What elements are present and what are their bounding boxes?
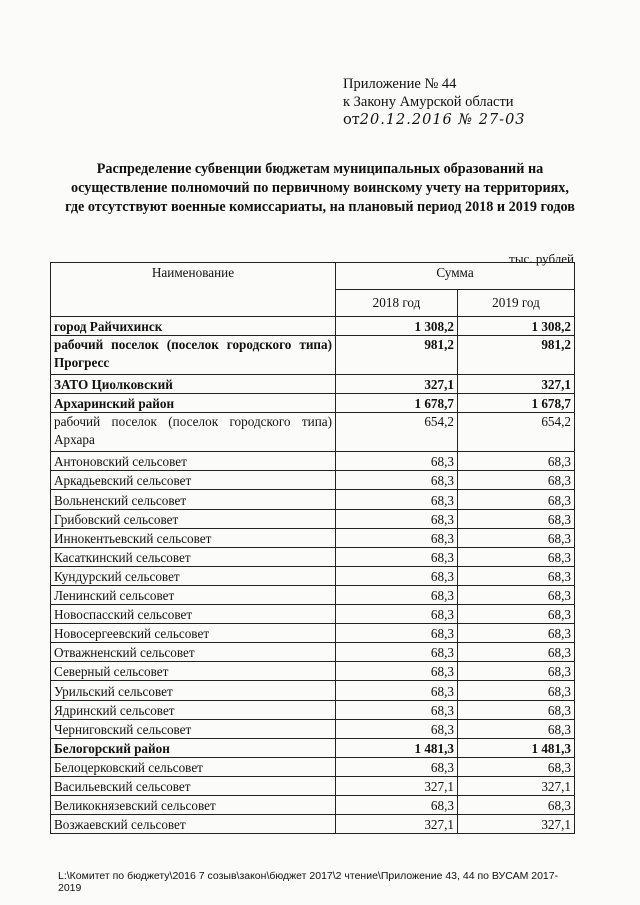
row-value-2018: 68,3 <box>336 662 458 681</box>
table-row <box>51 757 575 776</box>
table-row <box>51 643 575 662</box>
row-value-2018: 1 481,3 <box>336 738 458 757</box>
row-value-2019: 68,3 <box>458 490 575 509</box>
row-value-2019: 68,3 <box>458 547 575 566</box>
row-name: Кундурский сельсовет <box>51 566 336 585</box>
appendix-header <box>343 75 526 129</box>
units-label: тыс. рублей <box>509 251 574 266</box>
header-year-2018: 2018 год <box>336 290 458 317</box>
row-value-2018: 327,1 <box>336 776 458 795</box>
row-value-2018: 981,2 <box>336 336 458 375</box>
row-value-2018: 68,3 <box>336 547 458 566</box>
row-value-2019: 68,3 <box>458 681 575 700</box>
row-name: Ленинский сельсовет <box>51 585 336 604</box>
row-value-2018: 654,2 <box>336 413 458 452</box>
row-value-2019: 1 678,7 <box>458 394 575 413</box>
row-value-2019: 68,3 <box>458 566 575 585</box>
row-name: Черниговский сельсовет <box>51 719 336 738</box>
document-title: Распределение субвенции бюджетам муниципальных образований на осуществление полномочий по первичному воинскому учету на территориях, где отсутствуют военные комиссариаты, на плановый период 2018 и 2019 годов <box>65 161 575 215</box>
row-value-2019: 68,3 <box>458 509 575 528</box>
appendix-date-line <box>343 111 526 129</box>
table-row <box>51 528 575 547</box>
row-value-2019: 68,3 <box>458 700 575 719</box>
row-value-2019: 68,3 <box>458 528 575 547</box>
subvention-table <box>50 262 575 834</box>
table-row <box>51 700 575 719</box>
header-year-2019: 2019 год <box>458 290 575 317</box>
row-value-2019: 68,3 <box>458 662 575 681</box>
handwritten-date-number: 20.12.2016 № 27-03 <box>359 112 526 128</box>
row-name: Антоновский сельсовет <box>51 452 336 471</box>
row-name: Аркадьевский сельсовет <box>51 471 336 490</box>
table-row <box>51 815 575 834</box>
row-value-2019: 68,3 <box>458 719 575 738</box>
row-name: Урильский сельсовет <box>51 681 336 700</box>
row-name: Вольненский сельсовет <box>51 490 336 509</box>
table-row <box>51 336 575 375</box>
row-name: Архаринский район <box>51 394 336 413</box>
row-value-2018: 68,3 <box>336 528 458 547</box>
table-row <box>51 566 575 585</box>
table-row <box>51 509 575 528</box>
file-path-footer: L:\Комитет по бюджету\2016 7 созыв\закон\бюджет 2017\2 чтение\Приложение 43, 44 по ВУСАМ 2017-2019 <box>58 870 559 894</box>
row-name: Ядринский сельсовет <box>51 700 336 719</box>
row-value-2019: 981,2 <box>458 336 575 375</box>
header-name: Наименование <box>51 263 336 317</box>
row-name: Белогорский район <box>51 738 336 757</box>
row-value-2018: 68,3 <box>336 452 458 471</box>
table-row <box>51 738 575 757</box>
row-value-2018: 68,3 <box>336 624 458 643</box>
table-row <box>51 624 575 643</box>
row-value-2018: 68,3 <box>336 757 458 776</box>
table-row <box>51 394 575 413</box>
table-row <box>51 681 575 700</box>
row-value-2018: 327,1 <box>336 815 458 834</box>
row-name: рабочий поселок (поселок городского типа) Архара <box>51 413 336 452</box>
row-value-2018: 68,3 <box>336 490 458 509</box>
row-value-2018: 327,1 <box>336 375 458 394</box>
row-value-2018: 68,3 <box>336 681 458 700</box>
row-name: ЗАТО Циолковский <box>51 375 336 394</box>
row-name: Иннокентьевский сельсовет <box>51 528 336 547</box>
row-value-2018: 1 308,2 <box>336 317 458 336</box>
row-value-2018: 68,3 <box>336 719 458 738</box>
row-name: Касаткинский сельсовет <box>51 547 336 566</box>
table-row <box>51 490 575 509</box>
table-row <box>51 585 575 604</box>
row-value-2019: 327,1 <box>458 815 575 834</box>
table-row <box>51 471 575 490</box>
row-value-2018: 68,3 <box>336 605 458 624</box>
row-name: Возжаевский сельсовет <box>51 815 336 834</box>
table-row <box>51 375 575 394</box>
table-row <box>51 317 575 336</box>
row-value-2019: 68,3 <box>458 471 575 490</box>
row-name: Васильевский сельсовет <box>51 776 336 795</box>
row-value-2019: 68,3 <box>458 624 575 643</box>
row-value-2019: 68,3 <box>458 452 575 471</box>
table-row <box>51 795 575 814</box>
row-value-2018: 68,3 <box>336 795 458 814</box>
row-value-2018: 68,3 <box>336 471 458 490</box>
row-value-2019: 1 308,2 <box>458 317 575 336</box>
table-row <box>51 605 575 624</box>
row-value-2018: 68,3 <box>336 700 458 719</box>
row-name: Новосергеевский сельсовет <box>51 624 336 643</box>
row-value-2019: 327,1 <box>458 776 575 795</box>
row-value-2019: 327,1 <box>458 375 575 394</box>
row-value-2019: 68,3 <box>458 643 575 662</box>
row-name: Грибовский сельсовет <box>51 509 336 528</box>
appendix-law-reference: к Закону Амурской области <box>343 94 514 110</box>
table-row <box>51 662 575 681</box>
row-name: рабочий поселок (поселок городского типа) Прогресс <box>51 336 336 375</box>
table-row <box>51 452 575 471</box>
row-value-2019: 654,2 <box>458 413 575 452</box>
row-value-2019: 68,3 <box>458 585 575 604</box>
row-name: Белоцерковский сельсовет <box>51 757 336 776</box>
table-row <box>51 719 575 738</box>
row-value-2019: 68,3 <box>458 795 575 814</box>
table-row <box>51 413 575 452</box>
row-name: город Райчихинск <box>51 317 336 336</box>
row-value-2018: 68,3 <box>336 566 458 585</box>
table-body <box>51 317 575 834</box>
appendix-date-prefix: от <box>343 112 360 128</box>
appendix-number: Приложение № 44 <box>343 76 457 92</box>
row-name: Великокнязевский сельсовет <box>51 795 336 814</box>
row-value-2019: 68,3 <box>458 605 575 624</box>
row-name: Северный сельсовет <box>51 662 336 681</box>
header-sum: Сумма <box>336 263 575 290</box>
table-row <box>51 776 575 795</box>
row-value-2019: 1 481,3 <box>458 738 575 757</box>
row-value-2018: 68,3 <box>336 509 458 528</box>
row-value-2019: 68,3 <box>458 757 575 776</box>
table-row <box>51 547 575 566</box>
row-name: Новоспасский сельсовет <box>51 605 336 624</box>
row-value-2018: 68,3 <box>336 643 458 662</box>
row-name: Отважненский сельсовет <box>51 643 336 662</box>
row-value-2018: 68,3 <box>336 585 458 604</box>
row-value-2018: 1 678,7 <box>336 394 458 413</box>
